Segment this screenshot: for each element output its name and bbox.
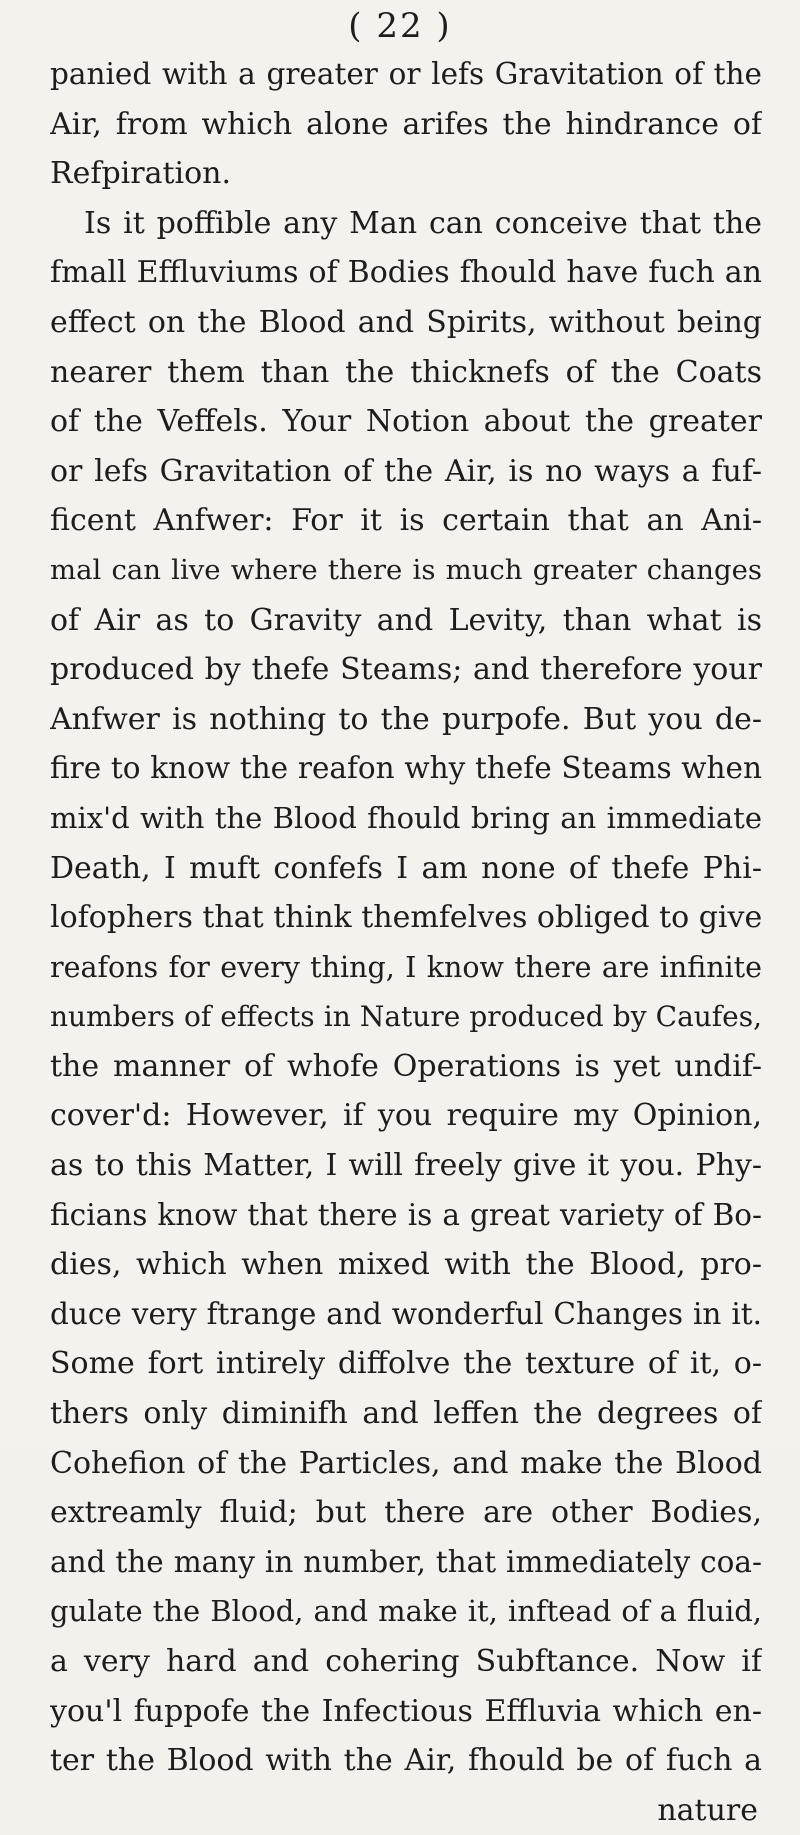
text-line: dies, which when mixed with the Blood, pro- (50, 1247, 762, 1283)
text-line: ter the Blood with the Air, fhould be of fuch a (50, 1743, 762, 1779)
text-line: lofophers that think themfelves obliged to give (50, 900, 762, 936)
text-line: thers only diminifh and leffen the degrees of (50, 1396, 762, 1432)
text-line: Some fort intirely diffolve the texture of it, o- (50, 1346, 762, 1382)
text-line: of the Veffels. Your Notion about the greater (50, 404, 762, 440)
text-line: duce very ftrange and wonderful Changes in it. (50, 1296, 762, 1331)
text-line: Death, I muft confefs I am none of thefe Phi- (50, 850, 762, 886)
text-line: effect on the Blood and Spirits, without being (50, 304, 762, 340)
body-text (50, 50, 762, 1835)
text-line: nearer them than the thicknefs of the Coats (50, 354, 762, 390)
text-line: mal can live where there is much greater changes (50, 553, 762, 586)
text-line: Cohefion of the Particles, and make the Blood (50, 1445, 762, 1481)
text-line: reafons for every thing, I know there are infinite (50, 950, 762, 984)
catchword: nature (657, 1792, 758, 1828)
text-line: you'l fuppofe the Infectious Effluvia which en- (50, 1693, 762, 1729)
text-line: Anfwer is nothing to the purpofe. But you de- (50, 701, 762, 737)
text-line: extreamly fluid; but there are other Bodies, (50, 1495, 762, 1531)
text-line: or lefs Gravitation of the Air, is no ways a fuf- (50, 453, 762, 489)
text-line: panied with a greater or lefs Gravitation of the (50, 57, 762, 91)
text-line: the manner of whofe Operations is yet undif- (50, 1048, 762, 1084)
text-line: numbers of effects in Nature produced by Caufes, (50, 1000, 762, 1034)
text-line: produced by thefe Steams; and therefore your (50, 652, 762, 688)
text-line: as to this Matter, I will freely give it you. Phy- (50, 1148, 762, 1184)
text-line: a very hard and cohering Subftance. Now if (50, 1644, 762, 1679)
text-line: fmall Effluviums of Bodies fhould have fuch an (50, 255, 762, 291)
text-line: ficent Anfwer: For it is certain that an Ani- (50, 503, 762, 539)
text-line: Air, from which alone arifes the hindrance of (50, 106, 762, 142)
text-line: ficians know that there is a great variety of Bo- (50, 1197, 762, 1232)
text-line: gulate the Blood, and make it, inftead of a fluid, (50, 1594, 762, 1629)
text-line: of Air as to Gravity and Levity, than what is (50, 602, 762, 638)
page-number: ( 22 ) (348, 6, 452, 46)
text-line: Is it poffible any Man can conceive that the (84, 205, 762, 241)
text-line: and the many in number, that immediately coa- (50, 1544, 762, 1579)
text-line: Refpiration. (50, 156, 232, 192)
text-line: fire to know the reafon why thefe Steams when (50, 751, 762, 786)
text-line: mix'd with the Blood fhould bring an immediate (50, 800, 762, 835)
text-line: cover'd: However, if you require my Opinion, (50, 1098, 762, 1134)
